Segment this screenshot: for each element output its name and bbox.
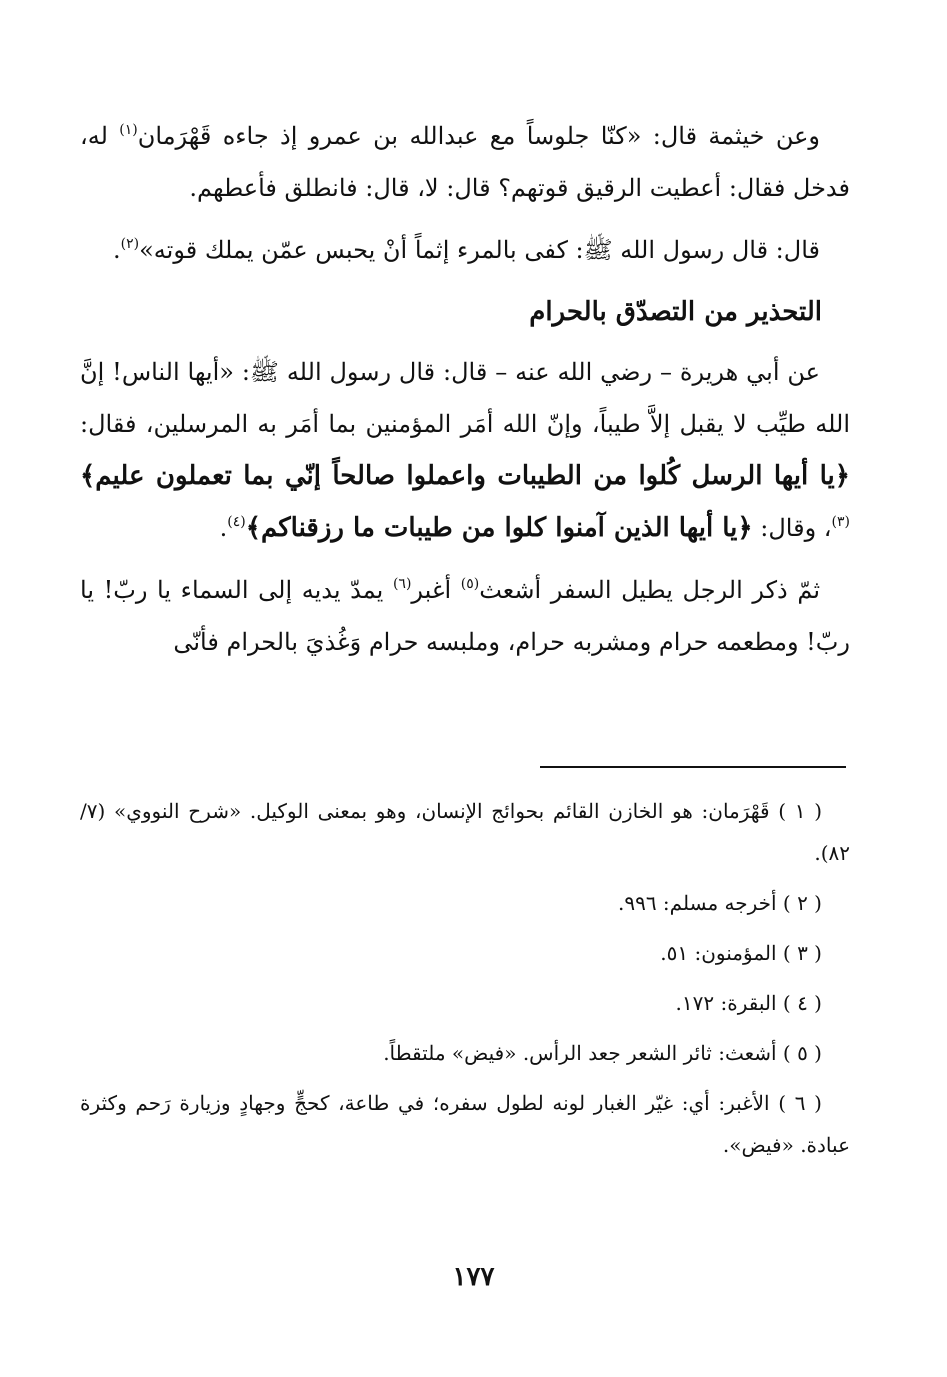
footnote-ref-2: (٢) [120, 236, 140, 253]
paragraph-4-text-1: ثمّ ذكر الرجل يطيل السفر أشعث [479, 576, 820, 604]
paragraph-1 [80, 110, 850, 214]
paragraph-1-text-end: له، فدخل فقال: أعطيت الرقيق قوتهم؟ قال: لا، قال: فانطلق فأعطهم. [80, 122, 850, 202]
paragraph-4-text-2: أغبر [411, 576, 461, 604]
paragraph-3-text: عن أبي هريرة – رضي الله عنه – قال: قال رسول الله ﷺ: «أيها الناس! إنَّ الله طيِّب لا يقبل إلاَّ طيباً، وإنّ الله أمَر المؤمنين بما أمَر به المرسلين، فقال: [80, 358, 850, 438]
footnote-ref-3: (٣) [831, 514, 850, 531]
footnotes [80, 790, 850, 1174]
footnote-1: ( ١ ) قَهْرَمان: هو الخازن القائم بحوائج الإنسان، وهو بمعنى الوكيل. «شرح النووي» (٧/ ٨٢). [80, 799, 850, 865]
paragraph-3-mid: ، وقال: [752, 514, 832, 542]
paragraph-4-text-3: يمدّ يديه إلى السماء يا ربّ! يا ربّ! ومطعمه حرام ومشربه حرام، وملبسه حرام وَغُذيَ بالحرام فأنّى [80, 576, 850, 656]
footnote-3: ( ٣ ) المؤمنون: ٥١. [660, 941, 822, 965]
footnote-ref-6: (٦) [392, 576, 412, 593]
footnote-2: ( ٢ ) أخرجه مسلم: ٩٩٦. [617, 891, 822, 915]
footnote-ref-5: (٥) [460, 576, 480, 593]
footnote-ref-1: (١) [119, 122, 138, 139]
paragraph-2-text-end: . [112, 236, 121, 264]
paragraph-1-text: وعن خيثمة قال: «كنّا جلوساً مع عبدالله بن عمرو إذ جاءه قَهْرَمان [137, 122, 820, 150]
paragraph-3 [80, 346, 850, 554]
footnote-5: ( ٥ ) أشعث: ثائر الشعر جعد الرأس. «فيض» ملتقطاً. [383, 1041, 822, 1065]
quran-verse-1: ﴿يا أيها الرسل كُلوا من الطيبات واعملوا صالحاً إنّي بما تعملون عليم﴾ [80, 461, 850, 491]
section-heading: التحذير من التصدّق بالحرام [529, 297, 822, 327]
footnote-6: ( ٦ ) الأغبر: أي: غيّر الغبار لونه لطول سفره؛ في طاعة، كحجٍّ وجهادٍ وزيارة رَحم وكثرة عبادة. «فيض». [80, 1091, 850, 1157]
paragraph-4 [80, 564, 850, 668]
footnote-4: ( ٤ ) البقرة: ١٧٢. [675, 991, 822, 1015]
page-number: ١٧٧ [452, 1262, 495, 1292]
quran-verse-2: ﴿يا أيها الذين آمنوا كلوا من طيبات ما رزقناكم﴾ [245, 513, 753, 543]
paragraph-2-text: قال: قال رسول الله ﷺ: كفى بالمرء إثماً أنْ يحبس عمّن يملك قوته» [139, 236, 820, 264]
paragraph-3-end: . [219, 514, 228, 542]
main-text [80, 110, 850, 678]
footnote-divider [540, 766, 846, 768]
paragraph-2 [80, 224, 850, 276]
footnote-ref-4: (٤) [227, 514, 246, 531]
